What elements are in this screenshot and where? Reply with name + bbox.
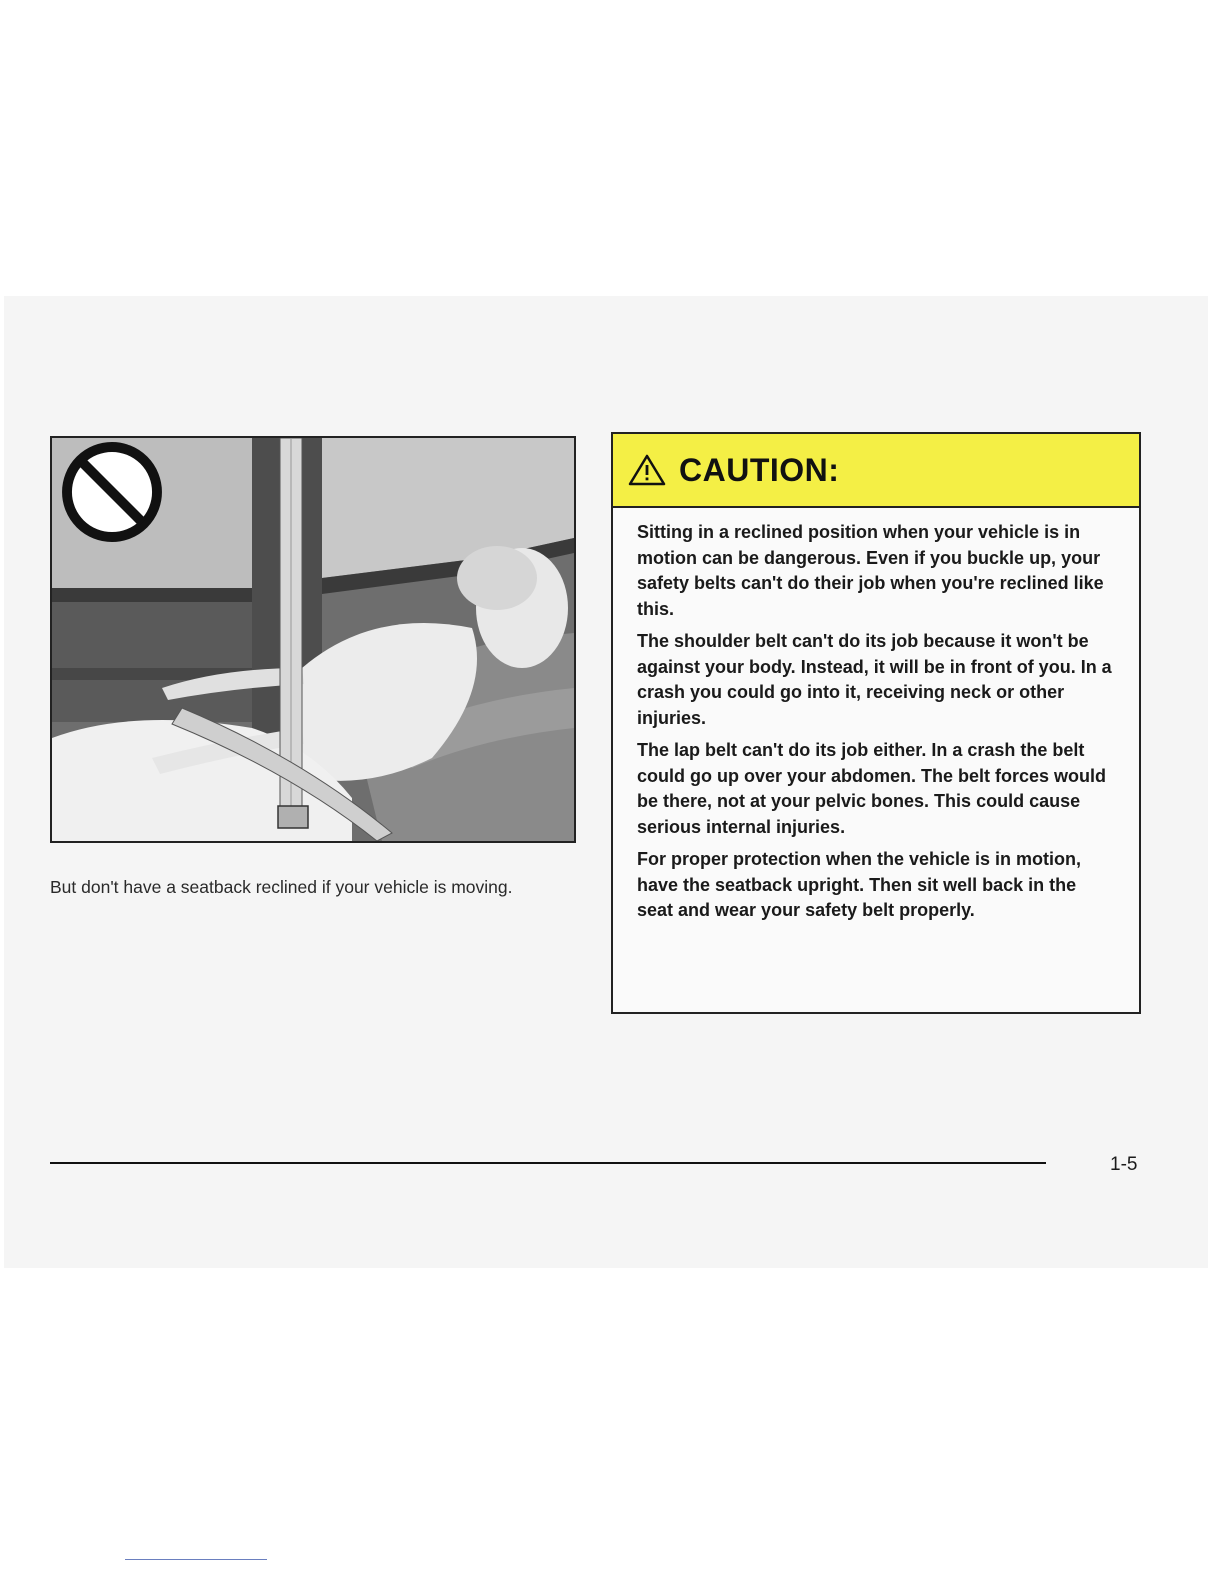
- caution-paragraph: The lap belt can't do its job either. In a crash the belt could go up over your abdomen. The belt forces would be there, not at your pelvic bones. This could cause serious internal injuries.: [637, 740, 1107, 837]
- bottom-link-underline: [125, 1559, 267, 1560]
- caution-title: CAUTION:: [679, 451, 840, 488]
- reclined-seat-illustration: [50, 436, 576, 843]
- caution-box: [611, 432, 1141, 1014]
- caution-paragraph: Sitting in a reclined position when your vehicle is in motion can be dangerous. Even if you buckle up, your safety belts can't do their job when you're reclined like this.: [637, 522, 1104, 619]
- prohibition-sign-icon: [58, 438, 166, 546]
- page-number: 1-5: [1110, 1154, 1138, 1175]
- warning-triangle-icon: [627, 453, 667, 487]
- caution-body: [613, 508, 1139, 924]
- footer-rule: [50, 1162, 1046, 1164]
- figure-caption: But don't have a seatback reclined if your vehicle is moving.: [50, 877, 513, 897]
- caution-paragraph: For proper protection when the vehicle is in motion, have the seatback upright. Then sit well back in the seat and wear your safety belt properly.: [637, 849, 1082, 920]
- caution-paragraph: The shoulder belt can't do its job because it won't be against your body. Instead, it will be in front of you. In a crash you could go into it, receiving neck or other injuries.: [637, 631, 1112, 728]
- caution-header: [613, 434, 1139, 508]
- manual-page: [4, 296, 1208, 1268]
